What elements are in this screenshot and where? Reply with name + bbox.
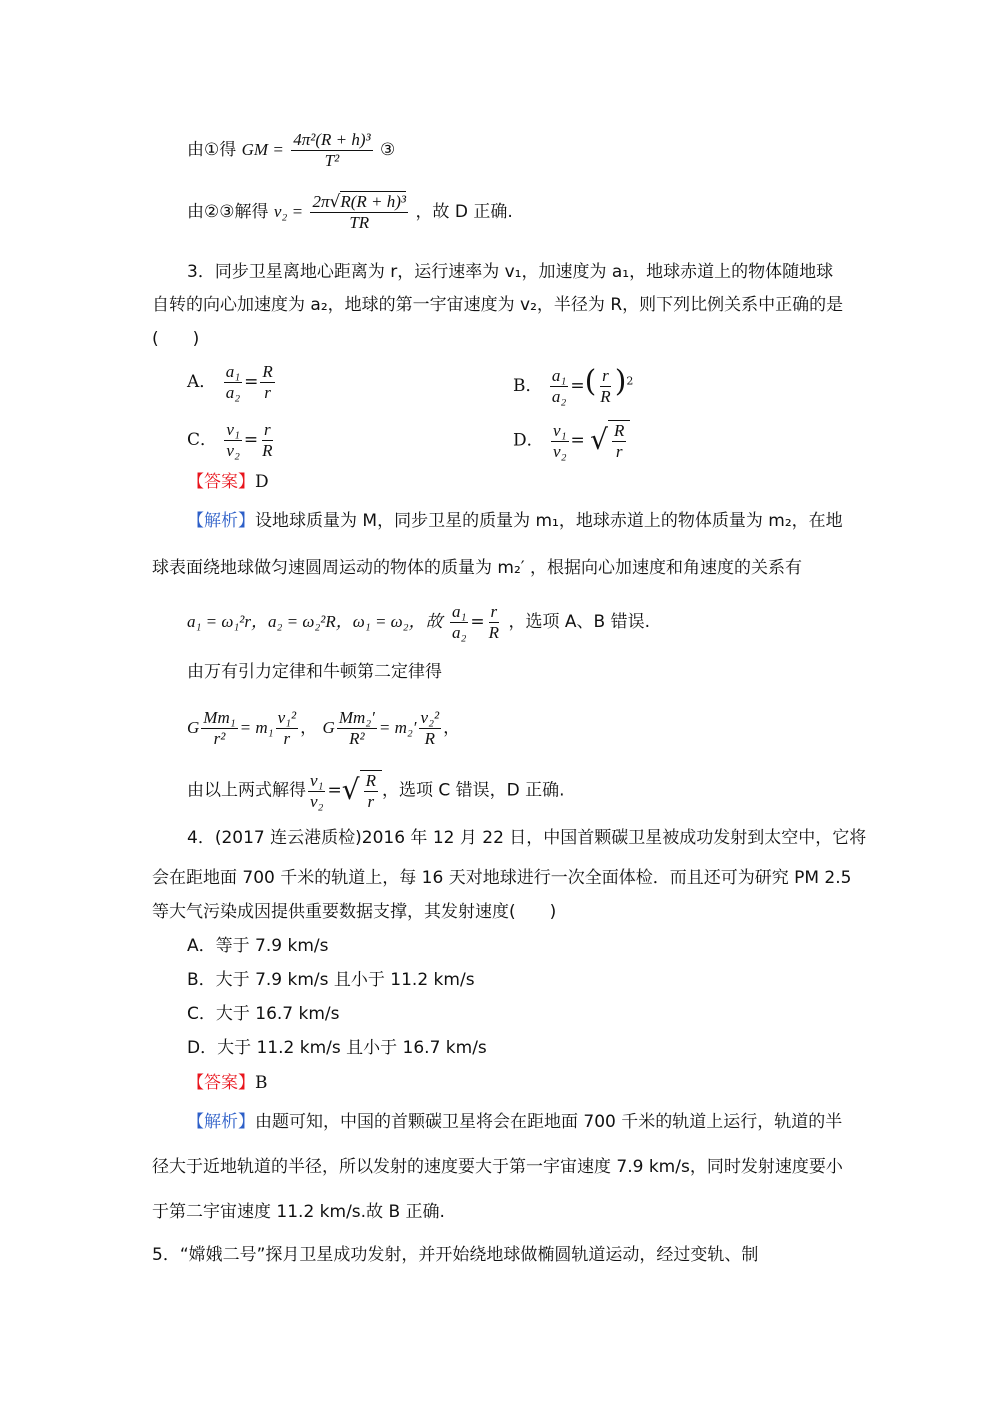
prev-eq-line-1 [187, 130, 395, 171]
q3-option-c[interactable] [187, 420, 277, 461]
frac-den: r [367, 792, 375, 811]
q3-conclusion [187, 770, 565, 812]
q3-analysis-line-2: 球表面绕地球做匀速圆周运动的物体的质量为 m₂′ ，根据向心加速度和角速度的关系有 [152, 558, 803, 578]
analysis-conclusion: ，选项 A、B 错误. [508, 612, 650, 632]
option-label: D． [513, 430, 544, 451]
q3-answer [187, 470, 269, 494]
prev-eq1-den: T² [324, 151, 340, 170]
option-lhs-num: a₁ [551, 366, 567, 385]
eq-separator: ， [300, 718, 318, 738]
prev-eq2-lhs: v₂ = [273, 202, 304, 221]
frac-eq: = [470, 612, 485, 632]
analysis-eq-text: a₁ = ω₁²r，a₂ = ω₂²R，ω₁ = ω₂，故 [187, 612, 443, 631]
analysis-text: 设地球质量为 M，同步卫星的质量为 m₁，地球赤道上的物体质量为 m₂，在地 [255, 511, 843, 531]
prev-eq2-radicand: R(R + h)³ [340, 192, 407, 211]
option-rhs-num: R [262, 362, 273, 381]
q3-option-b[interactable] [513, 362, 633, 407]
frac-num: a₁ [452, 602, 467, 621]
option-lhs-num: v₁ [553, 420, 567, 440]
prev-eq2-den: TR [349, 213, 370, 232]
prev-eq2-prefix: 由②③解得 [187, 202, 269, 222]
right-paren-icon: ) [614, 364, 627, 399]
option-lhs-den: v₂ [553, 441, 567, 461]
sqrt-icon: √ [590, 423, 609, 456]
q4-analysis-line-3: 于第二宇宙速度 11.2 km/s.故 B 正确. [152, 1202, 445, 1222]
option-eq: = [243, 430, 259, 450]
option-eq: = [570, 376, 585, 396]
prev-eq1-num: 4π²(R + h)³ [293, 130, 371, 149]
answer-value: D [255, 472, 269, 492]
option-rhs-num: R [614, 421, 625, 440]
q5-stem-line-1: 5．“嫦娥二号”探月卫星成功发射，并开始绕地球做椭圆轨道运动，经过变轨、制 [152, 1245, 759, 1265]
option-rhs-num: r [264, 420, 271, 439]
frac-num: R [365, 771, 376, 790]
prev-eq1-suffix: ③ [380, 140, 396, 160]
option-label: A． [187, 372, 217, 392]
option-lhs-den: a₂ [551, 387, 567, 406]
eq2-rnum: v₂² [420, 708, 440, 727]
eq2-rden: R [424, 729, 435, 748]
option-lhs-num: v₁ [226, 420, 240, 439]
q4-stem-line-2: 会在距地面 700 千米的轨道上，每 16 天对地球进行一次全面体检．而且还可为研究 PM 2.5 [152, 868, 852, 888]
option-rhs-den: R [262, 441, 273, 460]
analysis-tag: 【解析】 [187, 511, 255, 531]
q3-gravity-equations [187, 708, 460, 749]
conclusion-suffix: ，选项 C 错误，D 正确. [381, 780, 565, 801]
q3-option-d[interactable] [513, 420, 630, 462]
analysis-tag: 【解析】 [187, 1112, 255, 1132]
q4-option-b[interactable]: B．大于 7.9 km/s 且小于 11.2 km/s [187, 970, 475, 990]
option-lhs-num: a₁ [225, 362, 241, 381]
option-rhs-den: r [615, 442, 623, 461]
q4-stem-line-3: 等大气污染成因提供重要数据支撑，其发射速度( ) [152, 902, 557, 922]
q4-option-d[interactable]: D．大于 11.2 km/s 且小于 16.7 km/s [187, 1038, 487, 1058]
eq2-den: R² [349, 729, 365, 748]
option-lhs-den: a₂ [225, 383, 241, 402]
prev-eq2-num [310, 192, 408, 213]
eq2-mid: = m₂′ [378, 718, 417, 737]
sqrt-expression [590, 420, 630, 462]
option-eq: = [244, 372, 259, 392]
q3-stem-line-1: 3．同步卫星离地心距离为 r，运行速率为 v₁，加速度为 a₁，地球赤道上的物体随地球 [187, 262, 834, 282]
option-eq: = [570, 430, 585, 451]
eq1-rnum: v₁² [277, 708, 297, 727]
q3-analysis-line-3 [187, 602, 650, 643]
q4-answer [187, 1071, 268, 1095]
option-rhs-den: r [264, 383, 271, 402]
frac-eq: = [327, 780, 342, 801]
q3-option-a[interactable] [187, 362, 277, 403]
left-paren-icon: ( [584, 364, 597, 399]
q4-option-a[interactable]: A．等于 7.9 km/s [187, 936, 329, 956]
eq-tail: ， [443, 718, 461, 738]
prev-eq2-suffix: ，故 D 正确. [415, 202, 513, 222]
option-lhs-den: v₂ [226, 441, 240, 460]
option-label: B． [513, 376, 543, 396]
q4-option-c[interactable]: C．大于 16.7 km/s [187, 1004, 340, 1024]
answer-tag: 【答案】 [187, 1073, 255, 1093]
eq1-g: G [187, 718, 200, 737]
conclusion-prefix: 由以上两式解得 [187, 780, 306, 801]
answer-tag: 【答案】 [187, 472, 255, 492]
prev-eq1-fraction [291, 130, 372, 171]
prev-eq1-lhs: GM = [241, 140, 284, 159]
frac-num: v₁ [310, 770, 324, 790]
q3-stem-line-3: ( ) [152, 329, 200, 349]
q3-analysis-line-4: 由万有引力定律和牛顿第二定律得 [187, 662, 442, 682]
prev-eq2-fraction [310, 192, 408, 233]
eq2-g: G [322, 718, 335, 737]
prev-eq-line-2 [187, 192, 513, 233]
prev-eq1-prefix: 由①得 [187, 140, 237, 160]
frac-den: v₂ [310, 791, 324, 811]
sqrt-icon: √ [329, 192, 341, 212]
option-exponent: 2 [626, 374, 634, 388]
q4-analysis-line-1 [187, 1110, 842, 1134]
sqrt-icon: √ [341, 773, 360, 806]
option-rhs-den: R [600, 387, 611, 406]
eq2-num: Mm₂′ [338, 708, 375, 727]
frac-den: R [488, 623, 500, 642]
q4-stem-line-1: 4．(2017 连云港质检)2016 年 12 月 22 日，中国首颗碳卫星被成功发射到太空中，它将 [187, 828, 867, 848]
eq1-den: r² [213, 729, 226, 748]
option-label: C． [187, 430, 218, 450]
prev-eq2-num-coef: 2π [312, 192, 330, 211]
q3-analysis-line-1 [187, 509, 843, 533]
sqrt-expression [342, 770, 382, 812]
option-rhs-num: r [602, 366, 609, 385]
eq1-rden: r [283, 729, 291, 748]
eq1-num: Mm₁ [203, 708, 236, 727]
q3-stem-line-2: 自转的向心加速度为 a₂，地球的第一宇宙速度为 v₂，半径为 R，则下列比例关系中正确的是 [152, 295, 844, 315]
analysis-text: 由题可知，中国的首颗碳卫星将会在距地面 700 千米的轨道上运行，轨道的半 [255, 1112, 843, 1132]
eq1-mid: = m₁ [239, 718, 274, 737]
q4-analysis-line-2: 径大于近地轨道的半径，所以发射的速度要大于第一宇宙速度 7.9 km/s，同时发射速度要小 [152, 1157, 843, 1177]
frac-num: r [490, 602, 498, 621]
frac-den: a₂ [452, 623, 467, 642]
answer-value: B [255, 1073, 268, 1093]
